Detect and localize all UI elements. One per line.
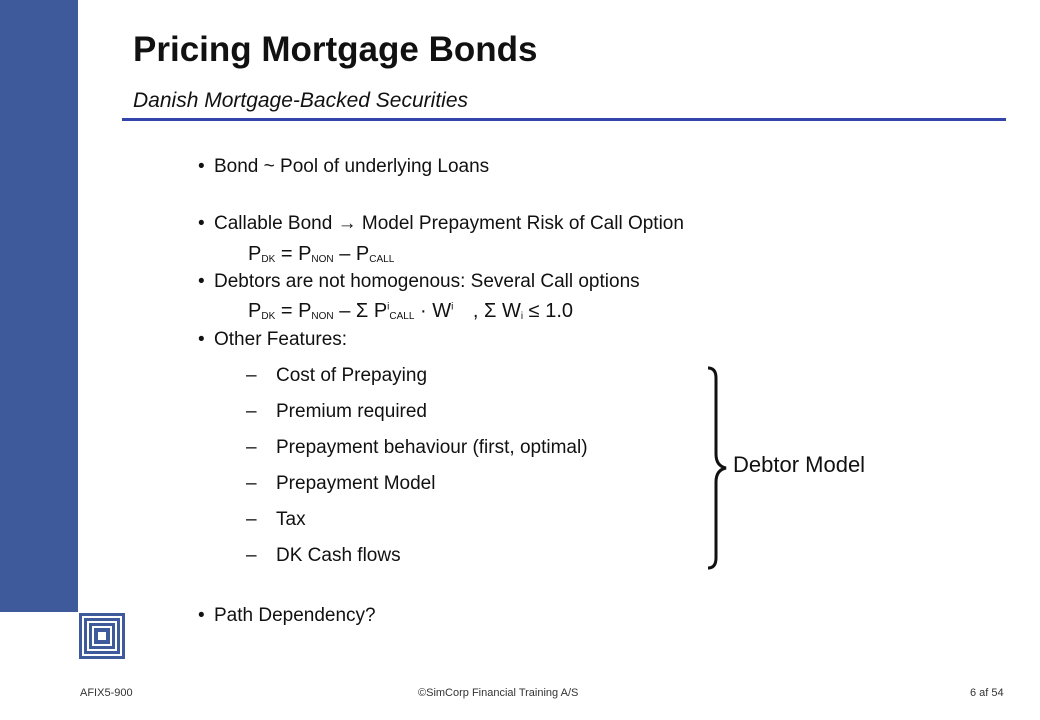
feature-item: – Premium required: [246, 401, 427, 422]
bullet-marker: •: [198, 605, 205, 626]
feature-item: – Prepayment behaviour (first, optimal): [246, 437, 588, 458]
bullet-text: Debtors are not homogenous: Several Call options: [214, 271, 640, 292]
simcorp-logo-icon: [78, 612, 126, 660]
feature-item: – Prepayment Model: [246, 473, 436, 494]
footer-left: AFIX5-900: [80, 687, 133, 699]
bullet-text: Path Dependency?: [214, 605, 376, 626]
bullet-pool: [198, 156, 489, 178]
bullet-debtors: [198, 271, 640, 293]
formula-price-callable: $P_{DK} = P_{NON} - P_{CALL}$: [248, 243, 395, 265]
curly-brace-icon: [700, 366, 730, 570]
bullet-marker: •: [198, 156, 205, 177]
bullet-other-features: [198, 329, 347, 351]
feature-item: – DK Cash flows: [246, 545, 401, 566]
feature-item: – Cost of Prepaying: [246, 365, 428, 386]
formula-price-weighted: $P_{DK} = P_{NON} - \Sigma$ $P^i_{CALL} \cdot W^i$ , Σ $W_i \le 1.0$: [248, 300, 574, 322]
bullet-text: Other Features:: [214, 329, 348, 350]
bullet-marker: •: [198, 271, 205, 292]
bullet-text: Callable Bond → Model Prepayment Risk of Call Option: [214, 213, 684, 234]
slide-subtitle: Danish Mortgage-Backed Securities: [133, 89, 468, 112]
bullet-callable: [198, 213, 684, 235]
bullet-text: Bond ~ Pool of underlying Loans: [214, 156, 490, 177]
bullet-marker: •: [198, 329, 205, 350]
title-divider: [122, 118, 1006, 121]
slide-title: Pricing Mortgage Bonds: [133, 30, 538, 69]
debtor-model-label: Debtor Model: [733, 452, 866, 477]
bullet-marker: •: [198, 213, 205, 234]
footer-center: ©SimCorp Financial Training A/S: [418, 687, 579, 699]
bullet-path-dependency: [198, 605, 376, 627]
footer-page-number: 6 af 54: [970, 687, 1004, 699]
left-sidebar-band: [0, 0, 78, 612]
feature-item: – Tax: [246, 509, 306, 530]
